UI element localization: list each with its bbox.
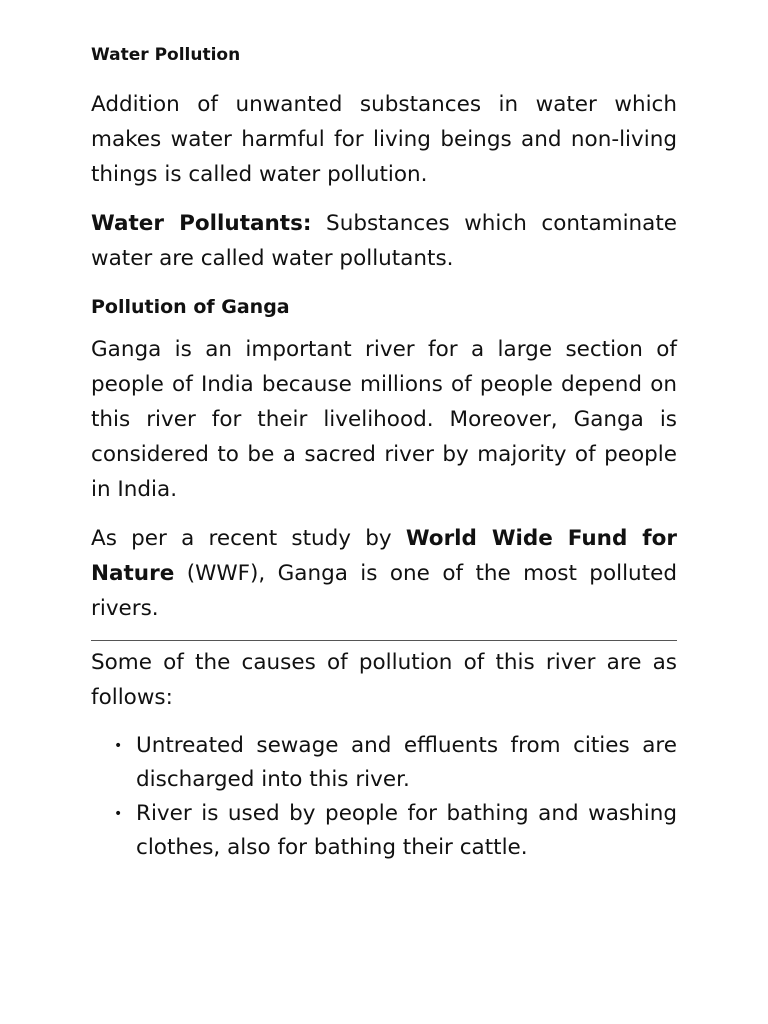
intro-paragraph: Addition of unwanted substances in water which makes water harmful for living beings and non-living things is called water pollution. [91, 92, 677, 187]
ganga-paragraph-2-prefix: As per a recent study by [91, 526, 406, 551]
section-heading-ganga: Pollution of Ganga [91, 296, 290, 318]
pollutants-term: Water Pollutants: [91, 211, 312, 236]
ganga-paragraph-2 [91, 521, 677, 626]
bullet-icon: • [114, 738, 123, 754]
wwf-organization-name: World Wide Fund for Nature [91, 526, 677, 586]
causes-list [91, 729, 677, 865]
bullet-icon: • [114, 806, 123, 822]
ganga-paragraph-1: Ganga is an important river for a large section of people of India because millions of people depend on this river for their livelihood. Moreover, Ganga is considered to be a sacred river by majority of people in India. [91, 337, 677, 502]
list-item-text: Untreated sewage and effluents from cities are discharged into this river. [136, 733, 677, 792]
ganga-paragraph-2-suffix: (WWF), Ganga is one of the most polluted rivers. [91, 561, 677, 621]
page-title: Water Pollution [91, 45, 241, 65]
list-item [114, 729, 677, 797]
list-item-text: River is used by people for bathing and washing clothes, also for bathing their cattle. [136, 801, 677, 860]
list-item [114, 797, 677, 865]
causes-intro: Some of the causes of pollution of this river are as follows: [91, 650, 677, 710]
pollutants-definition-text: Substances which contaminate water are called water pollutants. [91, 211, 677, 271]
section-divider [91, 640, 677, 641]
pollutants-definition [91, 206, 677, 276]
